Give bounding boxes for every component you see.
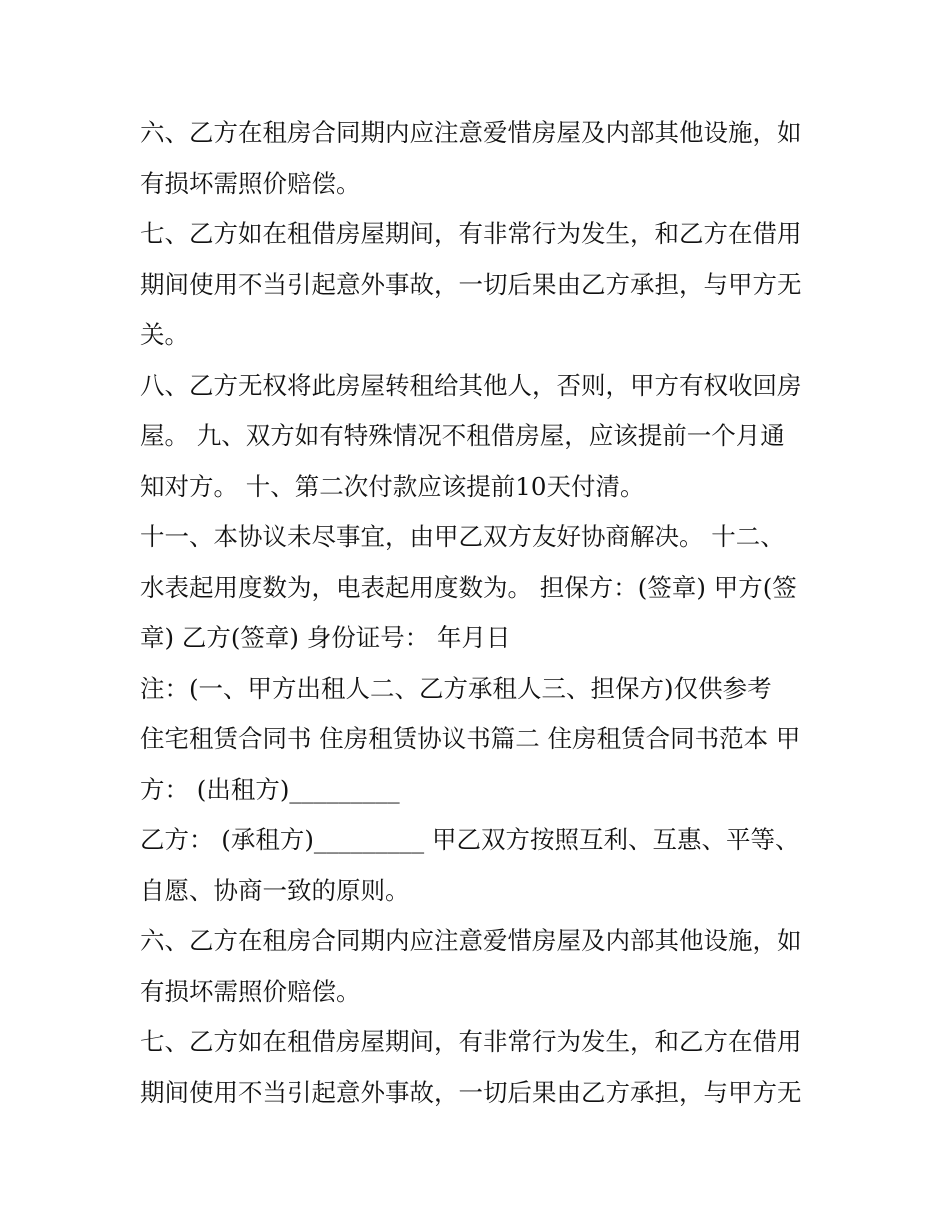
text-line: 有损坏需照价赔偿。 xyxy=(140,976,361,1006)
text-line: 期间使用不当引起意外事故，一切后果由乙方承担，与甲方无 xyxy=(140,1077,802,1107)
text-line: 住宅租赁合同书 住房租赁协议书篇二 住房租赁合同书范本 甲 xyxy=(140,724,801,753)
text-line: 自愿、协商一致的原则。 xyxy=(140,875,410,905)
text-line: 屋。 九、双方如有特殊情况不租借房屋，应该提前一个月通 xyxy=(140,421,785,450)
text-line: 章) 乙方(签章) 身份证号： 年月日 xyxy=(140,623,511,652)
text-line: 八、乙方无权将此房屋转租给其他人，否则，甲方有权收回房 xyxy=(140,370,802,400)
text-line: 知对方。 十、第二次付款应该提前10天付清。 xyxy=(140,471,645,501)
document-body xyxy=(140,108,820,1118)
text-line: 十一、本协议未尽事宜，由甲乙双方友好协商解决。 十二、 xyxy=(140,522,785,551)
text-line: 乙方： (承租方)_________ 甲乙双方按照互利、互惠、平等、 xyxy=(140,825,800,854)
text-line: 六、乙方在租房合同期内应注意爱惜房屋及内部其他设施，如 xyxy=(140,118,802,147)
text-line: 有损坏需照价赔偿。 xyxy=(140,168,361,198)
text-line: 方： (出租方)_________ xyxy=(140,774,400,804)
text-line: 七、乙方如在租借房屋期间，有非常行为发生，和乙方在借用 xyxy=(140,219,802,248)
text-line: 期间使用不当引起意外事故，一切后果由乙方承担，与甲方无 xyxy=(140,269,802,299)
text-line: 六、乙方在租房合同期内应注意爱惜房屋及内部其他设施，如 xyxy=(140,926,802,955)
text-line: 七、乙方如在租借房屋期间，有非常行为发生，和乙方在借用 xyxy=(140,1027,802,1056)
text-line: 水表起用度数为，电表起用度数为。 担保方：(签章) 甲方(签 xyxy=(140,572,797,602)
text-line: 注：(一、甲方出租人二、乙方承租人三、担保方)仅供参考 xyxy=(140,673,772,703)
text-line: 关。 xyxy=(140,320,189,349)
